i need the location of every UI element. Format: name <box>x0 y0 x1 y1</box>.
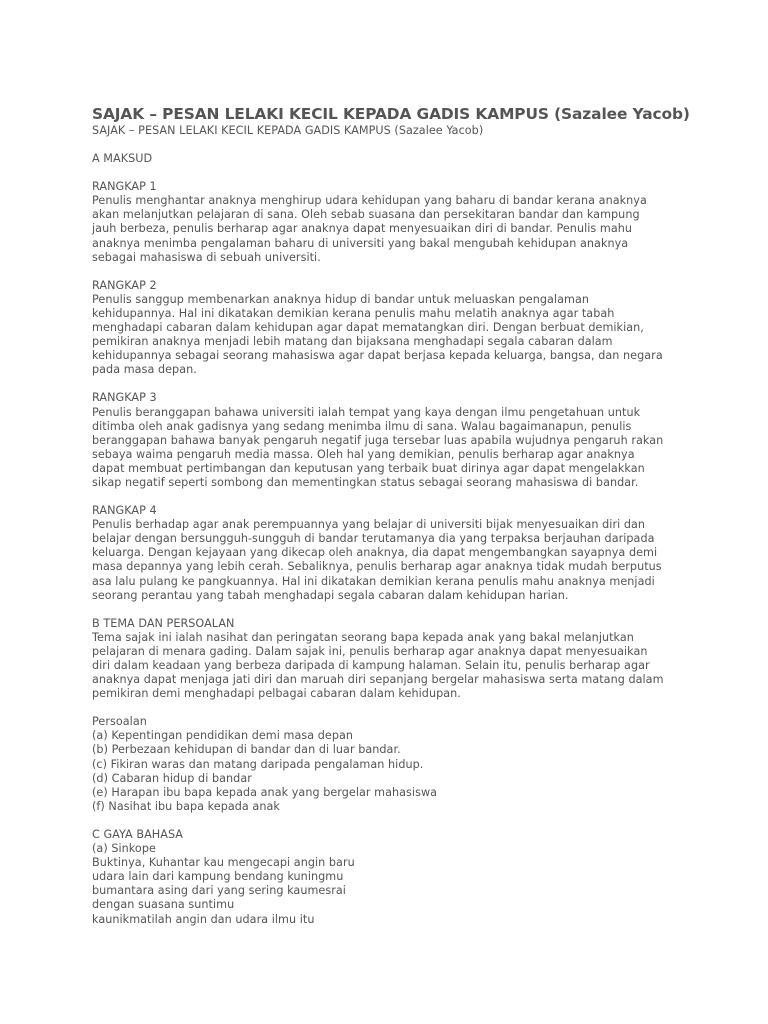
stanza-3 <box>92 391 692 490</box>
paragraph-line: kehidupannya. Hal ini dikatakan demikian kerana penulis mahu melatih anaknya agar tabah <box>92 306 615 320</box>
poem-excerpt <box>92 856 692 926</box>
stanza-paragraph <box>92 518 692 603</box>
document-content <box>92 104 692 927</box>
section-b <box>92 617 692 702</box>
list-item: (e) Harapan ibu bapa kepada anak yang bergelar mahasiswa <box>92 785 438 799</box>
paragraph-line: seorang perantau yang tabah menghadapi segala cabaran dalam kehidupan harian. <box>92 588 569 602</box>
paragraph-line: beranggapan bahawa banyak pengaruh negatif juga tersebar luas apabila wujudnya pengaruh rakan <box>92 433 664 447</box>
paragraph-line: Penulis menghantar anaknya menghirup udara kehidupan yang baharu di bandar kerana anaknya <box>92 194 647 208</box>
paragraph-line: Penulis sanggup membenarkan anaknya hidup di bandar untuk meluaskan pengalaman <box>92 292 589 306</box>
list-item: (d) Cabaran hidup di bandar <box>92 771 252 785</box>
list-item: (c) Fikiran waras dan matang daripada pengalaman hidup. <box>92 757 424 771</box>
stanza-4 <box>92 504 692 603</box>
theme-paragraph <box>92 631 692 701</box>
list-item: (f) Nasihat ibu bapa kepada anak <box>92 799 280 813</box>
paragraph-line: Tema sajak ini ialah nasihat dan peringatan seorang bapa kepada anak yang bakal melanjutkan <box>92 630 634 644</box>
paragraph-line: sebaya waima pengaruh media massa. Oleh hal yang demikian, penulis berharap agar anaknya <box>92 447 635 461</box>
paragraph-line: pemikiran demi menghadapi pelbagai cabaran dalam kehidupan. <box>92 687 461 701</box>
paragraph-line: pemikiran anaknya menjadi lebih matang dan bijaksana menghadapi segala cabaran dalam <box>92 335 613 349</box>
poem-line: Buktinya, Kuhantar kau mengecapi angin baru <box>92 856 355 870</box>
paragraph-line: ditimba oleh anak gadisnya yang sedang menimba ilmu di sana. Walau bagaimanapun, penulis <box>92 419 632 433</box>
stanza-paragraph <box>92 293 692 378</box>
paragraph-line: belajar dengan bersungguh-sungguh di bandar terutamanya dia yang terpaksa berjauhan daripada <box>92 532 655 546</box>
list-item: (b) Perbezaan kehidupan di bandar dan di luar bandar. <box>92 743 401 757</box>
paragraph-line: pada masa depan. <box>92 363 197 377</box>
paragraph-line: kehidupannya sebagai seorang mahasiswa agar dapat berjasa kepada keluarga, bangsa, dan negara <box>92 349 663 363</box>
paragraph-line: anaknya dapat menjaga jati diri dan maruah diri sepanjang bergelar mahasiswa serta matang dalam <box>92 673 664 687</box>
section-c-subheading: (a) Sinkope <box>92 842 156 856</box>
section-c <box>92 828 692 927</box>
paragraph-line: masa depannya yang lebih cerah. Sebaliknya, penulis berharap agar anaknya tidak mudah berputus <box>92 560 662 574</box>
stanza-heading: RANGKAP 3 <box>92 391 157 405</box>
poem-line: kaunikmatilah angin dan udara ilmu itu <box>92 912 315 926</box>
paragraph-line: sikap negatif seperti sombong dan mementingkan status sebagai seorang mahasiswa di bandar. <box>92 475 639 489</box>
paragraph-line: pelajaran di menara gading. Dalam sajak ini, penulis berharap agar anaknya dapat menyesuaikan <box>92 644 648 658</box>
stanza-2 <box>92 279 692 378</box>
section-c-heading: C GAYA BAHASA <box>92 827 184 841</box>
stanza-paragraph <box>92 406 692 491</box>
persoalan-heading: Persoalan <box>92 715 147 729</box>
poem-line: dengan suasana suntimu <box>92 898 235 912</box>
paragraph-line: asa lalu pulang ke pangkuannya. Hal ini dikatakan demikian kerana penulis mahu anaknya menjadi <box>92 574 655 588</box>
paragraph-line: diri dalam keadaan yang berbeza daripada di kampung halaman. Selain itu, penulis berharap agar <box>92 659 650 672</box>
poem-line: bumantara asing dari yang sering kaumesrai <box>92 884 346 898</box>
section-b-heading: B TEMA DAN PERSOALAN <box>92 616 235 630</box>
paragraph-line: keluarga. Dengan kejayaan yang dikecap oleh anaknya, dia dapat mengembangkan sayapnya demi <box>92 546 658 560</box>
paragraph-line: sebagai mahasiswa di sebuah universiti. <box>92 250 321 264</box>
stanza-heading: RANGKAP 4 <box>92 504 157 518</box>
list-item: (a) Kepentingan pendidikan demi masa depan <box>92 729 354 743</box>
document-title: SAJAK – PESAN LELAKI KECIL KEPADA GADIS KAMPUS (Sazalee Yacob) <box>92 105 690 123</box>
persoalan-section <box>92 715 692 814</box>
stanza-heading: RANGKAP 1 <box>92 180 157 194</box>
stanza-heading: RANGKAP 2 <box>92 278 157 292</box>
section-a-heading: A MAKSUD <box>92 152 153 166</box>
paragraph-line: akan melanjutkan pelajaran di sana. Oleh sebab suasana dan persekitaran bandar dan kampung <box>92 208 640 222</box>
paragraph-line: menghadapi cabaran dalam kehidupan agar dapat mematangkan diri. Dengan berbuat demikian, <box>92 321 644 335</box>
paragraph-line: dapat membuat pertimbangan dan keputusan yang terbaik buat dirinya agar dapat mengelakkan <box>92 461 645 475</box>
paragraph-line: anaknya menimba pengalaman baharu di universiti yang bakal mengubah kehidupan anaknya <box>92 236 629 250</box>
poem-line: udara lain dari kampung bendang kuningmu <box>92 870 344 884</box>
paragraph-line: Penulis berhadap agar anak perempuannya yang belajar di universiti bijak menyesuaikan diri dan <box>92 518 646 532</box>
paragraph-line: jauh berbeza, penulis berharap agar anaknya dapat menyesuaikan diri di bandar. Penulis mahu <box>92 222 633 236</box>
stanza-paragraph <box>92 194 692 264</box>
stanza-1 <box>92 180 692 265</box>
document-subtitle: SAJAK – PESAN LELAKI KECIL KEPADA GADIS KAMPUS (Sazalee Yacob) <box>92 124 484 137</box>
section-a <box>92 152 692 166</box>
paragraph-line: Penulis beranggapan bahawa universiti ialah tempat yang kaya dengan ilmu pengetahuan untuk <box>92 405 641 419</box>
